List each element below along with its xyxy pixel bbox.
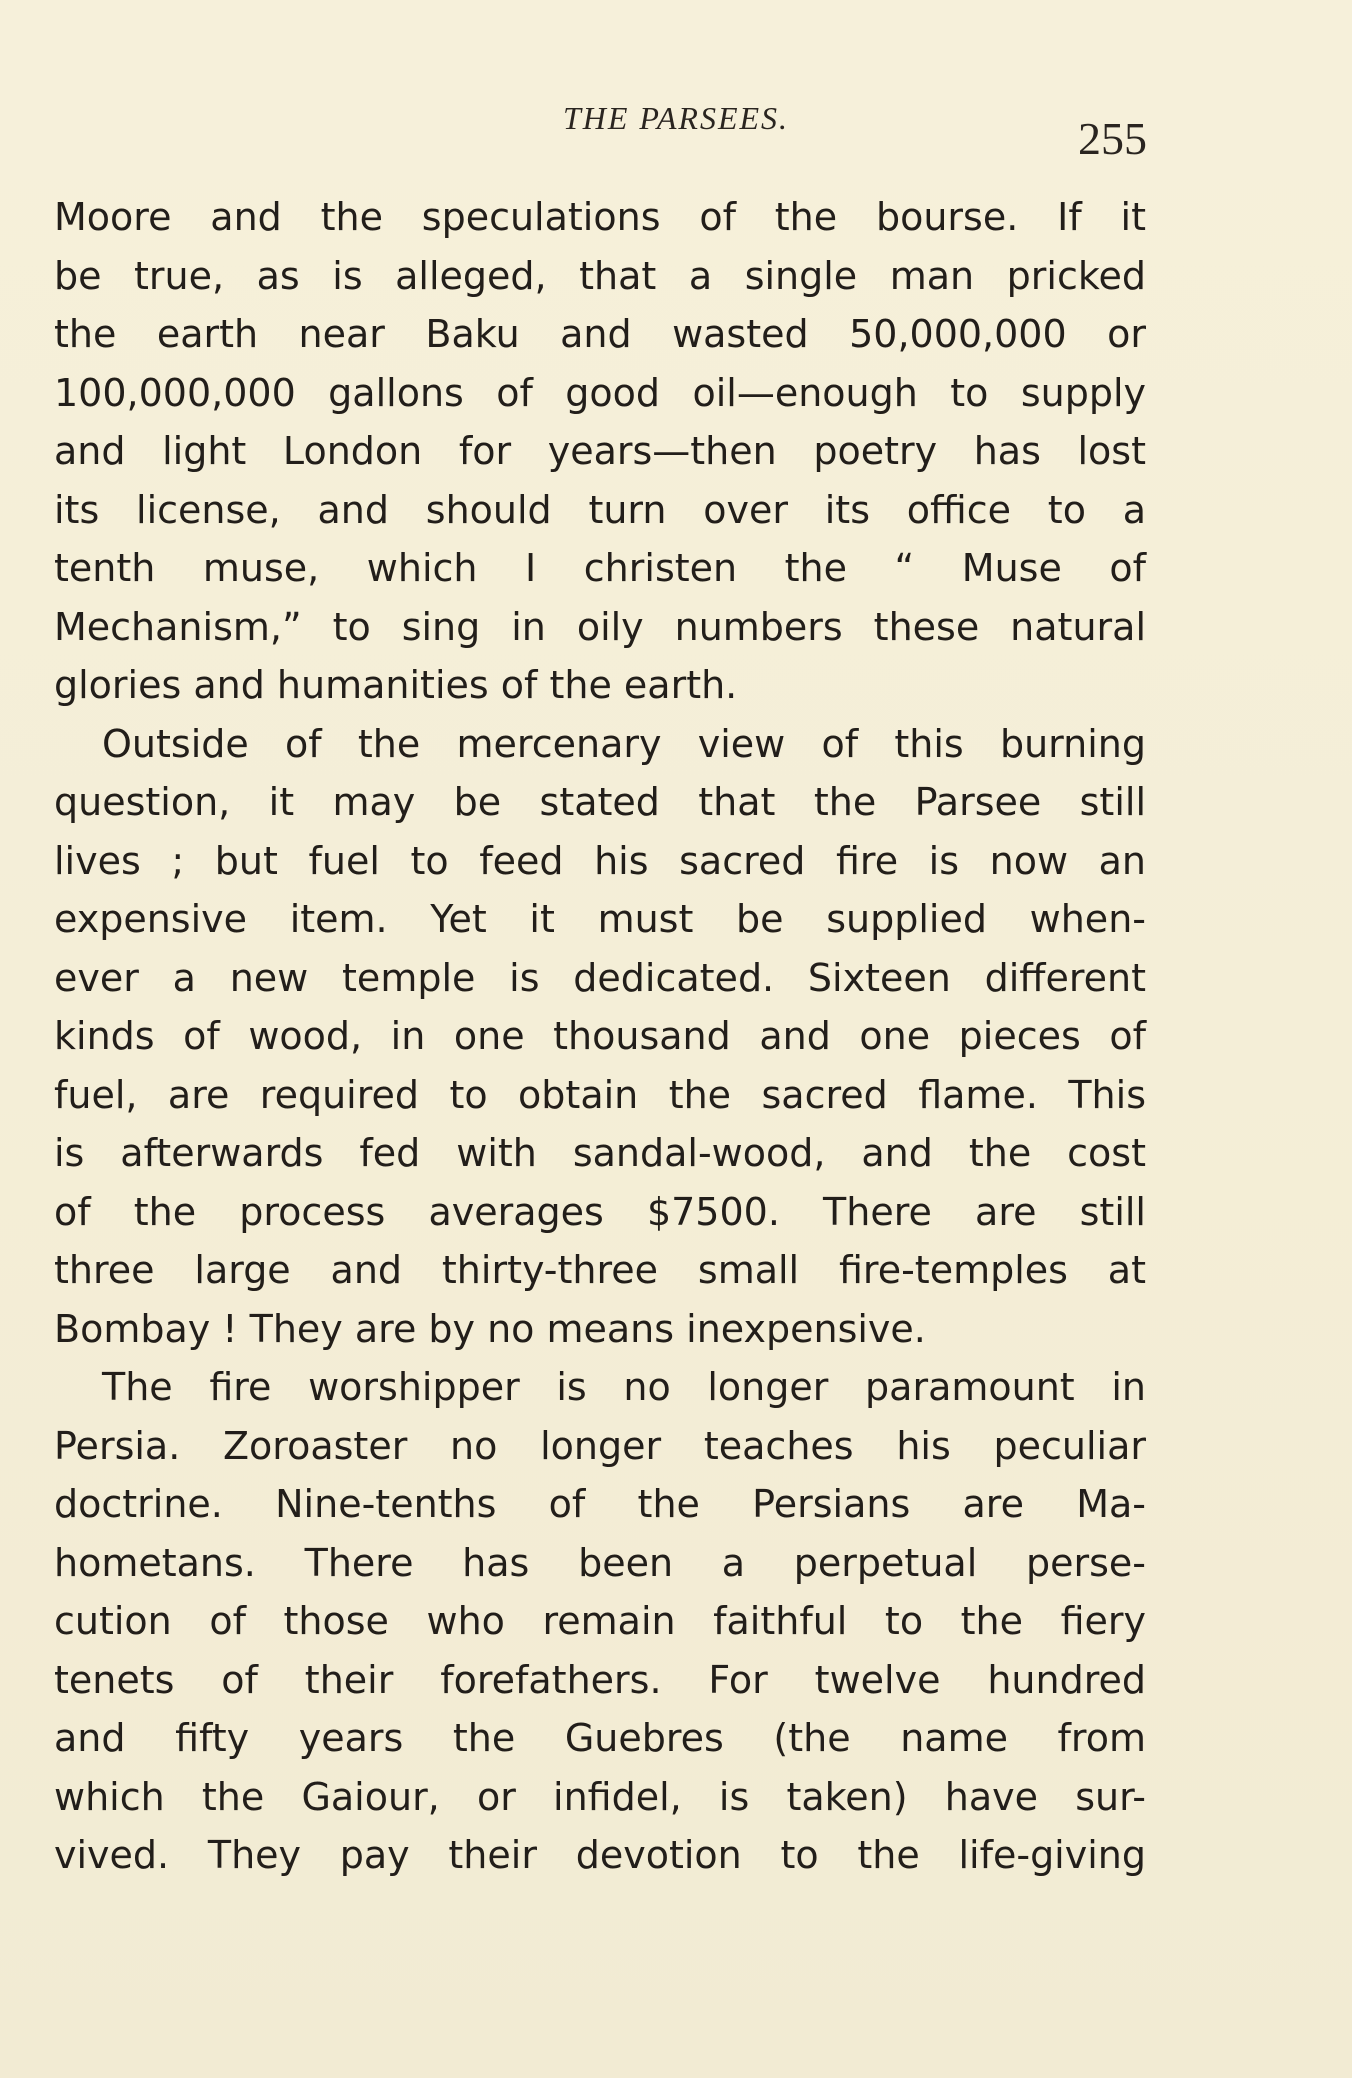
text-line: lives ; but fuel to feed his sacred fire is now an [54,838,1146,883]
text-line: and fifty years the Guebres (the name from [54,1716,1146,1760]
text-line: glories and humanities of the earth. [54,663,738,707]
text-line: and light London for years—then poetry has lost [54,429,1146,473]
text-line: three large and thirty-three small fire-temples at [54,1248,1146,1292]
text-line: 100,000,000 gallons of good oil—enough to supply [54,370,1146,415]
text-line: fuel, are required to obtain the sacred flame. This [54,1072,1146,1117]
text-line: doctrine. Nine-tenths of the Persians are Ma- [54,1482,1146,1526]
text-line: The fire worshipper is no longer paramount in [102,1365,1146,1409]
text-line: its license, and should turn over its office to a [54,487,1146,532]
page-number: 255 [1078,113,1147,164]
text-line: is afterwards fed with sandal-wood, and the cost [54,1131,1146,1175]
text-line: Outside of the mercenary view of this burning [102,721,1146,766]
text-line: Persia. Zoroaster no longer teaches his peculiar [54,1423,1146,1468]
text-line: vived. They pay their devotion to the life-giving [54,1833,1146,1877]
text-line: be true, as is alleged, that a single man pricked [54,253,1146,298]
text-line: Bombay ! They are by no means inexpensive. [54,1306,926,1351]
text-line: of the process averages $7500. There are still [54,1189,1146,1234]
body-text [54,188,1146,1885]
text-line: tenth muse, which I christen the “ Muse of [54,546,1146,590]
text-line: which the Gaiour, or infidel, is taken) have sur- [54,1774,1146,1819]
text-line: expensive item. Yet it must be supplied when- [54,897,1146,941]
text-line: kinds of wood, in one thousand and one pieces of [54,1014,1146,1058]
text-line: the earth near Baku and wasted 50,000,000 or [54,312,1146,356]
running-title: THE PARSEES. [562,100,790,136]
text-line: question, it may be stated that the Parsee still [54,780,1146,824]
text-line: tenets of their forefathers. For twelve hundred [54,1657,1146,1702]
text-line: Moore and the speculations of the bourse. If it [54,195,1146,239]
text-line: Mechanism,” to sing in oily numbers these natural [54,604,1146,649]
text-line: hometans. There has been a perpetual perse- [54,1540,1146,1585]
text-line: cution of those who remain faithful to the fiery [54,1599,1146,1643]
text-line: ever a new temple is dedicated. Sixteen different [54,955,1146,1000]
